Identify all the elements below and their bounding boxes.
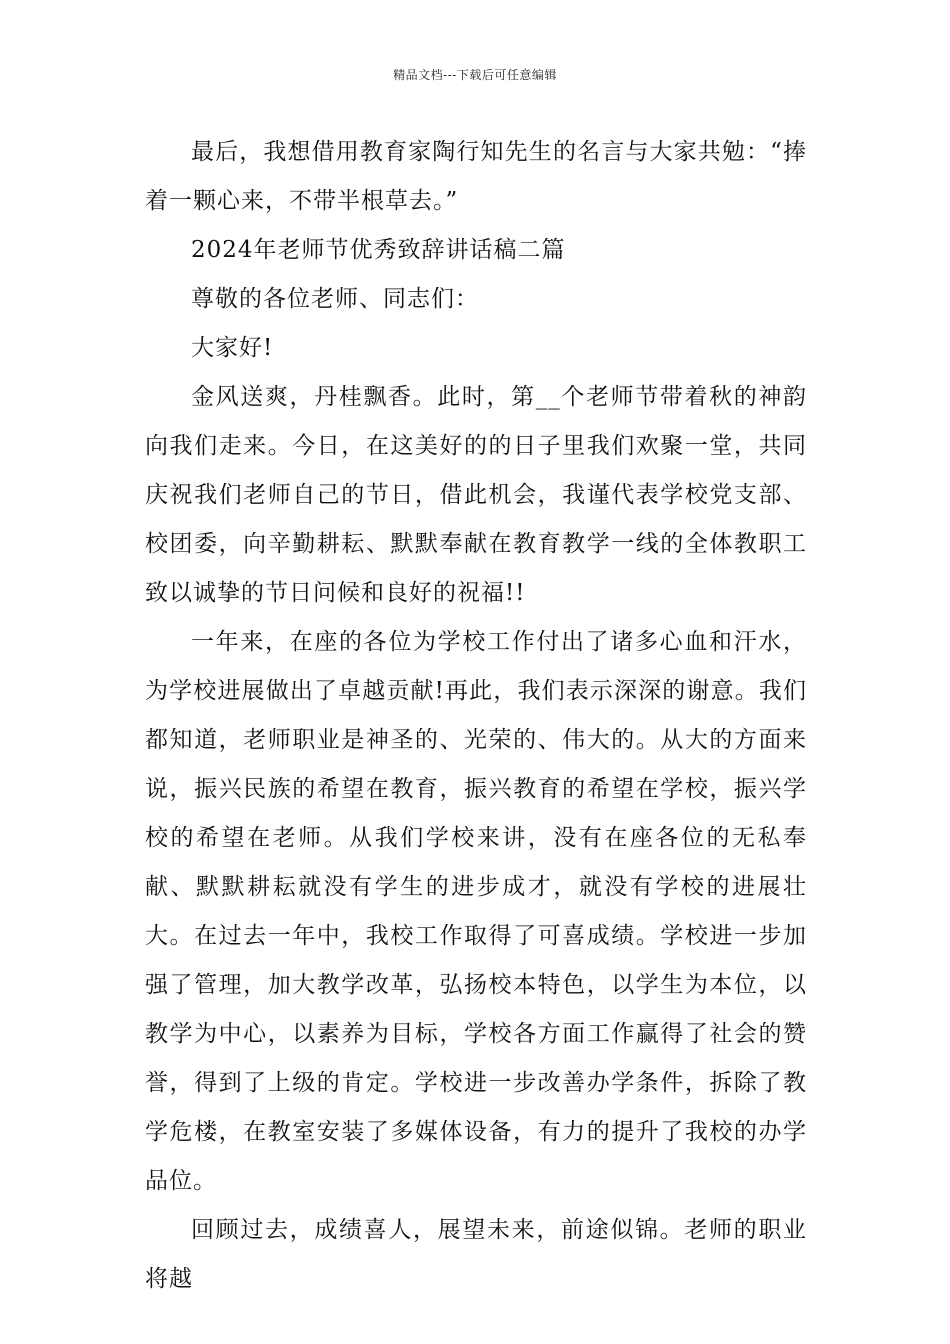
page-header: 精品文档---下载后可任意编辑 <box>393 68 557 82</box>
section-title: 2024年老师节优秀致辞讲话稿二篇 <box>191 237 566 263</box>
greeting: 大家好! <box>191 335 274 361</box>
paragraph-review: 一年来，在座的各位为学校工作付出了诸多心血和汗水，为学校进展做出了卓越贡献!再此，我们表示深深的谢意。我们都知道，老师职业是神圣的、光荣的、伟大的。从大的方面来说，振兴民族的希望在教育，振兴教育的希望在学校，振兴学校的希望在老师。从我们学校来讲，没有在座各位的无私奉献、默默耕耘就没有学生的进步成才，就没有学校的进展壮大。在过去一年中，我校工作取得了可喜成绩。学校进一步加强了管理，加大教学改革，弘扬校本特色，以学生为本位，以教学为中心，以素养为目标，学校各方面工作赢得了社会的赞誉，得到了上级的肯定。学校进一步改善办学条件，拆除了教学危楼，在教室安装了多媒体设备，有力的提升了我校的办学品位。 <box>145 629 807 1194</box>
salutation: 尊敬的各位老师、同志们： <box>191 286 479 312</box>
paragraph-opening: 金风送爽，丹桂飘香。此时，第__个老师节带着秋的神韵向我们走来。今日，在这美好的的日子里我们欢聚一堂，共同庆祝我们老师自己的节日，借此机会，我谨代表学校党支部、校团委，向辛勤耕耘、默默奉献在教育教学一线的全体教职工致以诚挚的节日问候和良好的祝福!! <box>145 384 807 606</box>
paragraph-closing-quote: 最后，我想借用教育家陶行知先生的名言与大家共勉：“捧着一颗心来，不带半根草去。” <box>145 139 807 214</box>
document-body <box>145 128 807 1304</box>
paragraph-outlook: 回顾过去，成绩喜人，展望未来，前途似锦。老师的职业将越 <box>145 1217 807 1292</box>
